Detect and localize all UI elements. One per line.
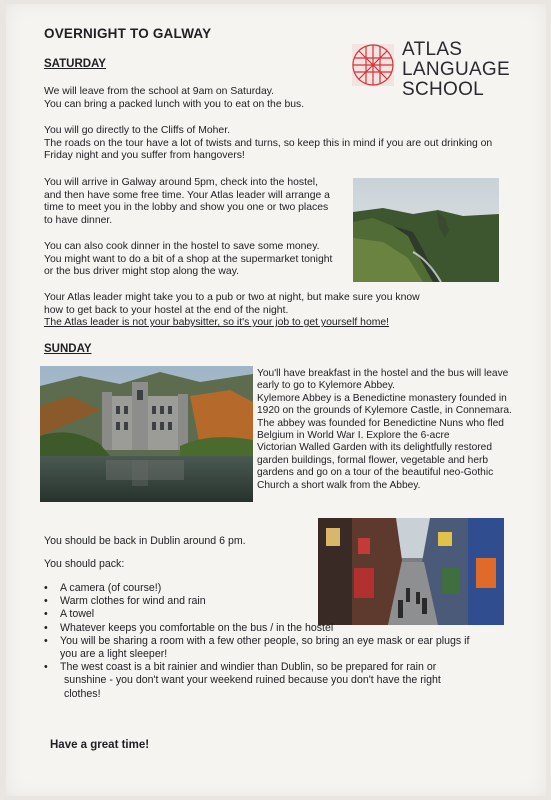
paragraph (44, 241, 332, 279)
text-line: how to get back to your hostel at the end of the night. (44, 304, 289, 316)
text-line: 1920 on the grounds of Kylemore Castle, in Connemara. (257, 405, 512, 417)
section-heading-saturday: SATURDAY (44, 58, 106, 70)
abbey-illustration (40, 366, 253, 502)
packing-list (44, 582, 514, 701)
paragraph (44, 125, 492, 163)
logo-globe-icon (350, 42, 396, 88)
text-line: You'll have breakfast in the hostel and the bus will leave (257, 368, 509, 379)
list-item: • A camera (of course!) (44, 582, 514, 595)
list-item: • Warm clothes for wind and rain (44, 595, 514, 608)
text-line: You can also cook dinner in the hostel to save some money. (44, 241, 320, 252)
text-line: or the bus driver might stop along the way. (44, 266, 240, 278)
text-line: You might want to do a bit of a shop at the supermarket tonight (44, 253, 333, 265)
paragraph-kylemore (257, 368, 512, 492)
paragraph (44, 86, 304, 111)
atlas-logo (350, 39, 510, 110)
logo-line: LANGUAGE (402, 59, 510, 80)
text-line: garden buildings, formal flower, vegetable and herb (257, 454, 489, 466)
text-line: Church a short walk from the Abbey. (257, 479, 421, 491)
text-line-underlined: The Atlas leader is not your babysitter, so it's your job to get yourself home! (44, 317, 390, 329)
kylemore-abbey-photo (40, 366, 253, 502)
list-item: • You will be sharing a room with a few other people, so bring an eye mask or ear plugs if you are a light sleeper! (44, 635, 514, 661)
text-line: early to go to Kylemore Abbey. (257, 380, 395, 392)
text-line: gardens and go on a tour of the beautiful neo-Gothic (257, 467, 494, 479)
text-line: and then have some free time. Your Atlas leader will arrange a (44, 189, 330, 201)
list-item: • The west coast is a bit rainier and windier than Dublin, so be prepared for rain or sunshine - you don't want your weekend ruined because you don't have the right clothes! (44, 661, 514, 701)
text-line: Friday night and you suffer from hangovers! (44, 150, 245, 162)
logo-line: SCHOOL (402, 79, 485, 100)
text-line: You can bring a packed lunch with you to eat on the bus. (44, 98, 305, 110)
pack-intro-text: You should pack: (44, 558, 125, 570)
page-title: OVERNIGHT TO GALWAY (44, 26, 212, 41)
text-line: Kylemore Abbey is a Benedictine monastery founded in (257, 392, 507, 404)
text-line: Victorian Walled Garden with its delightfully restored (257, 442, 492, 454)
logo-line: ATLAS (402, 39, 463, 60)
back-in-dublin-text: You should be back in Dublin around 6 pm. (44, 535, 246, 547)
text-line: You will arrive in Galway around 5pm, check into the hostel, (44, 177, 318, 188)
paragraph (44, 292, 420, 330)
text-line: You will go directly to the Cliffs of Moher. (44, 125, 230, 136)
text-line: Belgium in World War I. Explore the 6-acre (257, 430, 450, 442)
text-line: The roads on the tour have a lot of twists and turns, so keep this in mind if you are out drinking on (44, 137, 493, 149)
list-item: • A towel (44, 608, 514, 621)
text-line: The abbey was founded for Benedictine Nuns who fled (257, 417, 504, 429)
text-line: time to meet you in the lobby and show you one or two places (44, 202, 329, 214)
closing-text: Have a great time! (50, 739, 150, 751)
list-item: • Whatever keeps you comfortable on the bus / in the hostel (44, 622, 514, 635)
text-line: to have dinner. (44, 214, 113, 226)
logo-wordmark (402, 40, 510, 100)
paragraph (44, 177, 330, 227)
cliffs-illustration (353, 178, 499, 282)
text-line: Your Atlas leader might take you to a pub or two at night, but make sure you know (44, 292, 420, 303)
cliffs-photo (353, 178, 499, 282)
section-heading-sunday: SUNDAY (44, 343, 92, 355)
text-line: We will leave from the school at 9am on Saturday. (44, 86, 275, 97)
